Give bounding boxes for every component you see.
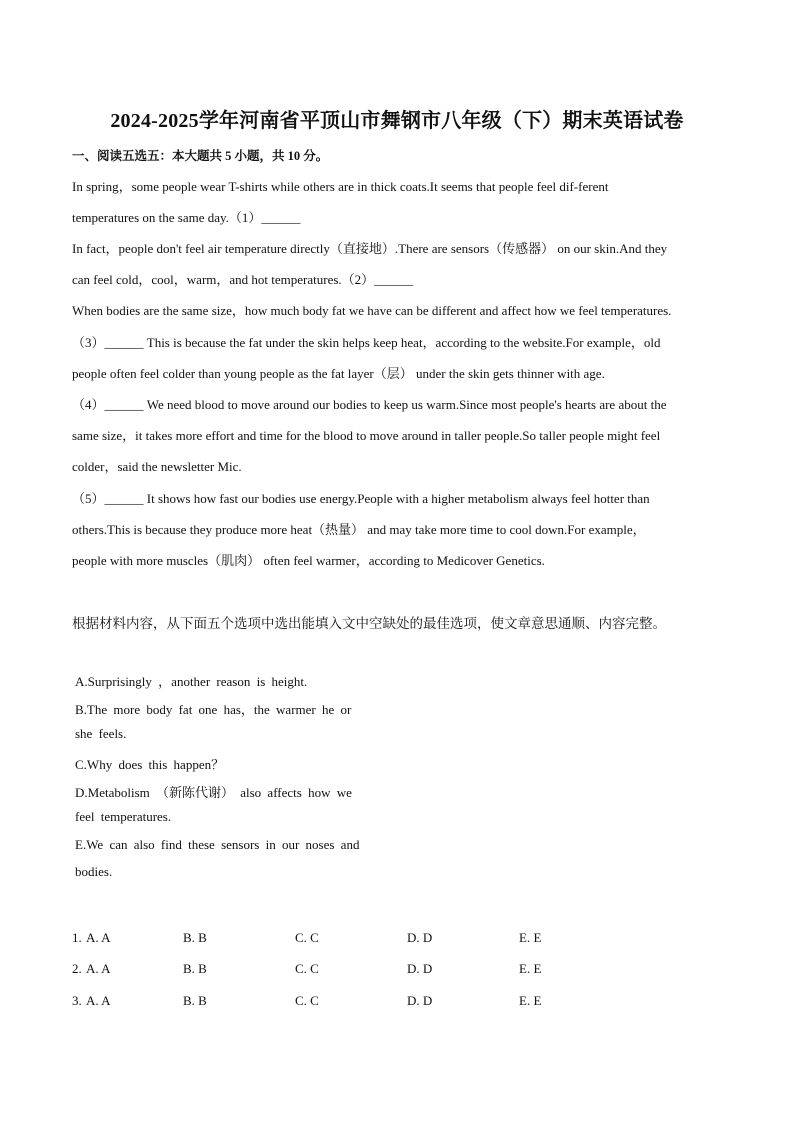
choice-b[interactable]: B. B [183, 993, 207, 1008]
passage-line: （5）______ It shows how fast our bodies use energy.People with a higher metabolism always feel hotter than [72, 491, 650, 506]
passage-line: others.This is because they produce more heat（热量） and may take more time to cool down.For example， [72, 522, 646, 537]
option-a-line: A.Surprisingly ，another reason is height. [75, 674, 308, 689]
choice-b[interactable]: B. B [183, 930, 207, 945]
choice-c[interactable]: C. C [295, 961, 319, 976]
passage-line: people with more muscles（肌肉） often feel warmer，according to Medicover Genetics. [72, 553, 545, 568]
choice-a[interactable]: A. A [86, 993, 111, 1008]
option-d-line: D.Metabolism （新陈代谢） also affects how we [75, 785, 352, 800]
page-title: 2024-2025学年河南省平顶山市舞钢市八年级（下）期末英语试卷 [110, 110, 684, 132]
passage-line: same size，it takes more effort and time for the blood to move around in taller people.So taller people might feel [72, 428, 661, 443]
option-e-line: E.We can also find these sensors in our noses and [75, 837, 360, 852]
passage-line: can feel cold，cool，warm，and hot temperatures.（2）______ [72, 272, 414, 287]
passage-line: colder，said the newsletter Mic. [72, 459, 242, 474]
choice-a[interactable]: A. A [86, 930, 111, 945]
choice-a[interactable]: A. A [86, 961, 111, 976]
choice-c[interactable]: C. C [295, 993, 319, 1008]
option-c-line: C.Why does this happen？ [75, 757, 225, 772]
passage-line: people often feel colder than young people as the fat layer（层） under the skin gets thinner with age. [72, 366, 605, 381]
choice-e[interactable]: E. E [519, 961, 542, 976]
choice-b[interactable]: B. B [183, 961, 207, 976]
passage-line: When bodies are the same size，how much body fat we have can be different and affect how we feel temperatures. [72, 303, 672, 318]
passage-line: temperatures on the same day.（1）______ [72, 210, 301, 225]
choice-e[interactable]: E. E [519, 930, 542, 945]
instruction-text: 根据材料内容，从下面五个选项中选出能填入文中空缺处的最佳选项，使文章意思通顺、内容完整。 [72, 616, 666, 631]
choice-e[interactable]: E. E [519, 993, 542, 1008]
option-b-line: she feels. [75, 726, 127, 741]
passage-line: In fact，people don't feel air temperature directly（直接地）.There are sensors（传感器） on our skin.And they [72, 241, 668, 256]
option-d-line: feel temperatures. [75, 809, 172, 824]
option-e-line: bodies. [75, 864, 113, 879]
choice-c[interactable]: C. C [295, 930, 319, 945]
passage-line: In spring，some people wear T-shirts while others are in thick coats.It seems that people feel dif-ferent [72, 179, 609, 194]
option-b-line: B.The more body fat one has，the warmer he or [75, 702, 352, 717]
passage-line: （4）______ We need blood to move around our bodies to keep us warm.Since most people's hearts are about the [72, 397, 667, 412]
question-number: 3. [72, 993, 82, 1008]
choice-d[interactable]: D. D [407, 961, 433, 976]
question-number: 2. [72, 961, 82, 976]
question-number: 1. [72, 930, 82, 945]
choice-d[interactable]: D. D [407, 993, 433, 1008]
section-heading: 一、阅读五选五：本大题共 5 小题，共 10 分。 [72, 149, 329, 163]
choice-d[interactable]: D. D [407, 930, 433, 945]
passage-line: （3）______ This is because the fat under the skin helps keep heat，according to the website.For example，old [72, 335, 661, 350]
